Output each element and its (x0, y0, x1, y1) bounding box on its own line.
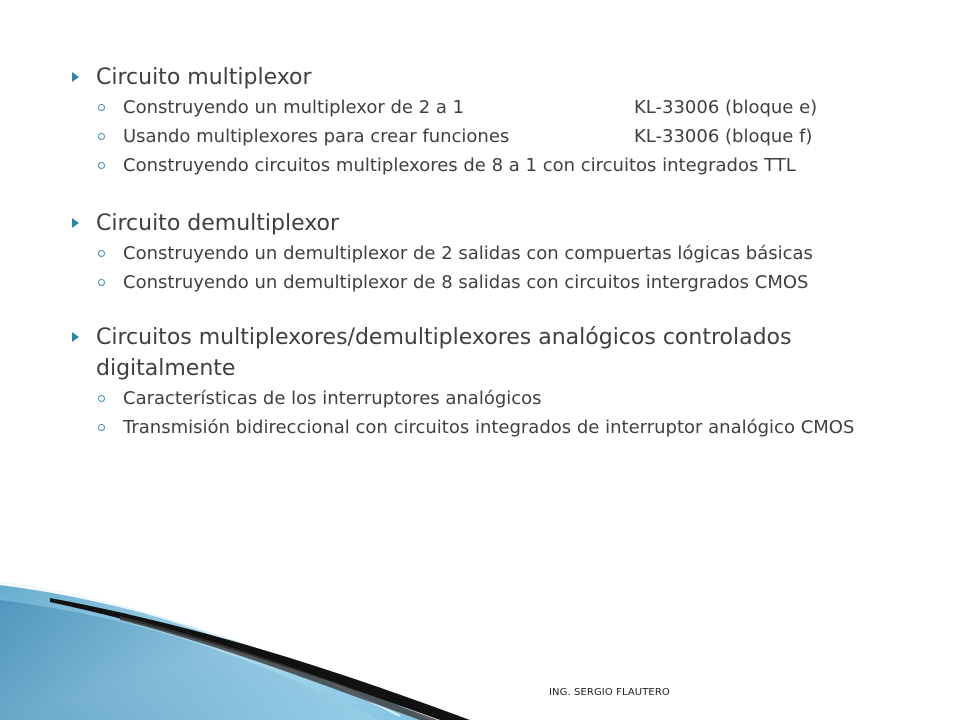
arrow-bullet-icon (72, 218, 79, 228)
list-item (68, 93, 918, 122)
list-item-text: Construyendo un multiplexor de 2 a 1 (123, 97, 465, 118)
list-item (68, 239, 918, 268)
slide-content (68, 62, 918, 442)
circle-bullet-icon (98, 279, 105, 286)
circle-bullet-icon (98, 424, 105, 431)
list-item-reference: KL-33006 (bloque f) (634, 126, 813, 147)
section-title: Circuito demultiplexor (96, 211, 340, 236)
footer-author: ING. SERGIO FLAUTERO (549, 687, 670, 698)
circle-bullet-icon (98, 162, 105, 169)
list-item-text: Transmisión bidireccional con circuitos integrados de interruptor analógico CMOS (123, 417, 855, 438)
section-demultiplexor (68, 208, 918, 297)
list-item-text: Usando multiplexores para crear funciones (123, 126, 510, 147)
section-title: Circuito multiplexor (96, 65, 312, 90)
arrow-bullet-icon (72, 332, 79, 342)
circle-bullet-icon (98, 250, 105, 257)
list-item (68, 122, 918, 151)
list-item (68, 384, 918, 413)
list-item-text: Características de los interruptores analógicos (123, 388, 542, 409)
list-item (68, 151, 918, 180)
section-heading (68, 322, 918, 384)
arrow-bullet-icon (72, 72, 79, 82)
list-item (68, 268, 918, 297)
list-item-text: Construyendo un demultiplexor de 8 salidas con circuitos intergrados CMOS (123, 272, 809, 293)
section-heading (68, 62, 918, 93)
list-item-text: Construyendo circuitos multiplexores de 8 a 1 con circuitos integrados TTL (123, 155, 796, 176)
circle-bullet-icon (98, 395, 105, 402)
circle-bullet-icon (98, 104, 105, 111)
circle-bullet-icon (98, 133, 105, 140)
list-item-text: Construyendo un demultiplexor de 2 salidas con compuertas lógicas básicas (123, 243, 813, 264)
section-title: Circuitos multiplexores/demultiplexores analógicos controlados digitalmente (96, 325, 792, 381)
section-multiplexor (68, 62, 918, 180)
section-analog (68, 322, 918, 442)
list-item-reference: KL-33006 (bloque e) (634, 97, 818, 118)
section-heading (68, 208, 918, 239)
list-item (68, 413, 918, 442)
